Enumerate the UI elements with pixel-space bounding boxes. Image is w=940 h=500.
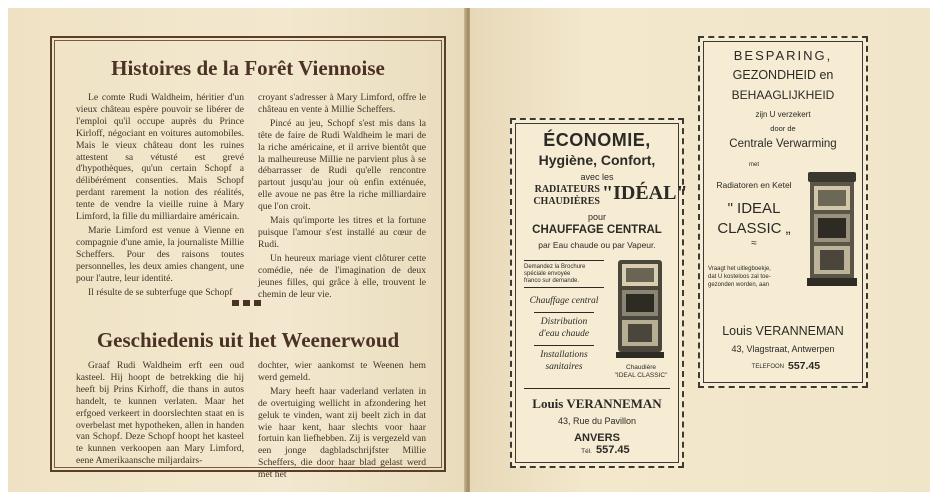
ad-fr-avec: avec les bbox=[580, 172, 614, 182]
ad-nl-tel-label: TELEFOON bbox=[751, 364, 784, 370]
ad-fr-chaudieres: CHAUDIÈRES bbox=[533, 196, 600, 207]
ad-fr-item-3b: sanitaires bbox=[545, 362, 583, 372]
ad-nl-address: 43, Vlagstraat, Antwerpen bbox=[731, 344, 835, 354]
ideal-ad-french bbox=[510, 118, 688, 468]
left-page bbox=[8, 8, 466, 492]
ad-fr-headline-2: Hygiène, Confort, bbox=[538, 152, 656, 168]
french-col1-p2: Marie Limford est venue à Vienne en compagnie d'une amie, la journaliste Millie Scheffers. Pour des raisons toutes personnelles, les deux amies changent, une pour l'autre, leur identité. bbox=[76, 224, 244, 284]
ad-nl-line-7: met bbox=[748, 162, 759, 168]
french-col2-p3: Mais qu'importe les titres et la fortune puisque l'amour s'est installé au cœur de Rudi. bbox=[258, 215, 426, 250]
ad-nl-brand-1: " IDEAL bbox=[727, 200, 781, 217]
french-title: Histoires de la Forêt Viennoise bbox=[111, 56, 385, 80]
ad-nl-tel: 557.45 bbox=[788, 360, 821, 372]
french-col2-p1: croyant s'adresser à Mary Limford, offre le château en vente à Millie Scheffers. bbox=[258, 92, 426, 115]
dutch-col2-p2: Mary heeft haar vaderland verlaten in de overtuiging wellicht in afzondering het geluk te vinden, want zij beelt zich in dat wie haar kent, haar slechts voor haar fortuin kan liefhebben. Zij is vergezeld van een jonge dagbladschrijfster Millie Scheffers, die door haar blad gelast werd met het bbox=[258, 385, 426, 481]
ad-nl-small-2: dat U kosteloos zal toe- bbox=[708, 274, 771, 280]
ad-fr-item-2b: d'eau chaude bbox=[538, 329, 590, 339]
ad-nl-small-3: gezonden worden, aan bbox=[708, 282, 770, 288]
brochure-spread bbox=[8, 8, 930, 492]
ad-fr-radiateurs: RADIATEURS bbox=[534, 184, 600, 195]
ad-fr-pour: pour bbox=[587, 212, 606, 222]
ad-nl-line-5: door de bbox=[770, 124, 796, 133]
ad-nl-brand-2: CLASSIC „ bbox=[717, 220, 791, 237]
french-col2-p4: Un heureux mariage vient clôturer cette comédie, née de l'imagination de deux jeunes filles, qui grâce à elle, trouvent le chemin de leur vie. bbox=[258, 252, 426, 300]
ad-fr-brochure-3: franco sur demande. bbox=[524, 278, 580, 284]
dutch-col1-p1: Graaf Rudi Waldheim erft een oud kasteel. Hij hoopt de betrekking die hij heeft bij Prins Kirhoff, die thans in autos handelt, te kunnen verlaten. Maar het erfgoed verkeert in doorslechten staat en is overbelast met hypotheken, allen in handen van Schopf. Deze Schopf hoopt het kasteel te kunnen verkoopen aan Mary Limford, eene Amerikaansche miljardairs- bbox=[76, 360, 244, 467]
ad-fr-brochure-1: Demandez la Brochure bbox=[524, 264, 586, 270]
ad-fr-brochure-2: spéciale envoyée bbox=[524, 271, 571, 277]
boiler-illustration bbox=[612, 256, 668, 360]
ad-fr-par: par Eau chaude ou par Vapeur. bbox=[538, 240, 656, 250]
french-column-1 bbox=[76, 92, 244, 300]
ad-nl-dealer: Louis VERANNEMAN bbox=[722, 324, 844, 338]
right-page bbox=[470, 8, 930, 492]
ad-fr-item-2a: Distribution bbox=[540, 317, 588, 327]
ad-fr-item-1: Chauffage central bbox=[529, 296, 599, 306]
ad-nl-line-3: BEHAAGLIJKHEID bbox=[731, 88, 835, 102]
ad-fr-city: ANVERS bbox=[574, 432, 620, 444]
ad-fr-tel: 557.45 bbox=[596, 444, 630, 456]
ad-nl-line-1: BESPARING, bbox=[733, 48, 833, 63]
dutch-column-2 bbox=[258, 360, 426, 483]
ad-fr-headline-1: ÉCONOMIE, bbox=[543, 130, 651, 150]
text-frame bbox=[50, 36, 446, 481]
ad-fr-item-3a: Installations bbox=[540, 350, 588, 360]
ad-fr-dealer: Louis VERANNEMAN bbox=[532, 396, 662, 411]
ad-fr-brand: "IDÉAL" bbox=[602, 182, 688, 204]
ornament-icon: ≈ bbox=[751, 238, 757, 249]
ad-nl-line-4: zijn U verzekert bbox=[755, 110, 811, 119]
ad-fr-caption-2: "IDEAL CLASSIC" bbox=[614, 372, 668, 379]
dutch-title: Geschiedenis uit het Weenerwoud bbox=[96, 328, 400, 352]
section-separator bbox=[232, 300, 262, 306]
ad-fr-chauffage: CHAUFFAGE CENTRAL bbox=[532, 224, 662, 236]
ideal-ad-dutch bbox=[698, 36, 868, 388]
boiler-illustration bbox=[804, 170, 860, 288]
dutch-col2-p1: dochter, wier aankomst te Weenen hem werd gemeld. bbox=[258, 360, 426, 383]
ad-nl-line-2: GEZONDHEID en bbox=[732, 68, 834, 82]
french-col1-p3: Il résulte de se subterfuge que Schopf bbox=[88, 286, 233, 298]
ad-nl-line-6: Centrale Verwarming bbox=[729, 138, 837, 150]
ad-nl-line-8: Radiatoren en Ketel bbox=[716, 180, 792, 190]
ad-nl-small-1: Vraagt het uitlegboekje, bbox=[708, 266, 771, 272]
ad-fr-address: 43, Rue du Pavillon bbox=[557, 416, 637, 426]
ad-fr-caption-1: Chaudière bbox=[626, 364, 656, 371]
french-column-2 bbox=[258, 92, 426, 302]
french-col1-p1: Le comte Rudi Waldheim, héritier d'un vieux château espère pouvoir se libérer de l'emploi qu'il occupe auprès du Prince Kirloff, négociant en voitures automobiles. Mais le vieux château dont les ruines attestent sa vétusté est grevé d'hypothèques, qu'un certain Schopf a délibérément consenties. Mais Schopf perdant rarement la notion des réalités, tente de vendre la vieille ruine à Mary Limford, la fille du milliardaire américain. bbox=[76, 92, 244, 223]
ad-fr-tel-label: Tél. bbox=[581, 448, 592, 455]
french-col2-p2: Pincé au jeu, Schopf s'est mis dans la tête de faire de Rudi Waldheim le mari de la riche américaine, et il arrive bientôt que la malheureuse Millie ne parvient plus à se débarrasser de Rudi qu'elle rencontre partout jusqu'au jour où enfin exténuée, elle avoue ne pas être la riche milliardaire que l'on croit. bbox=[258, 117, 426, 213]
dutch-column-1 bbox=[76, 360, 244, 469]
